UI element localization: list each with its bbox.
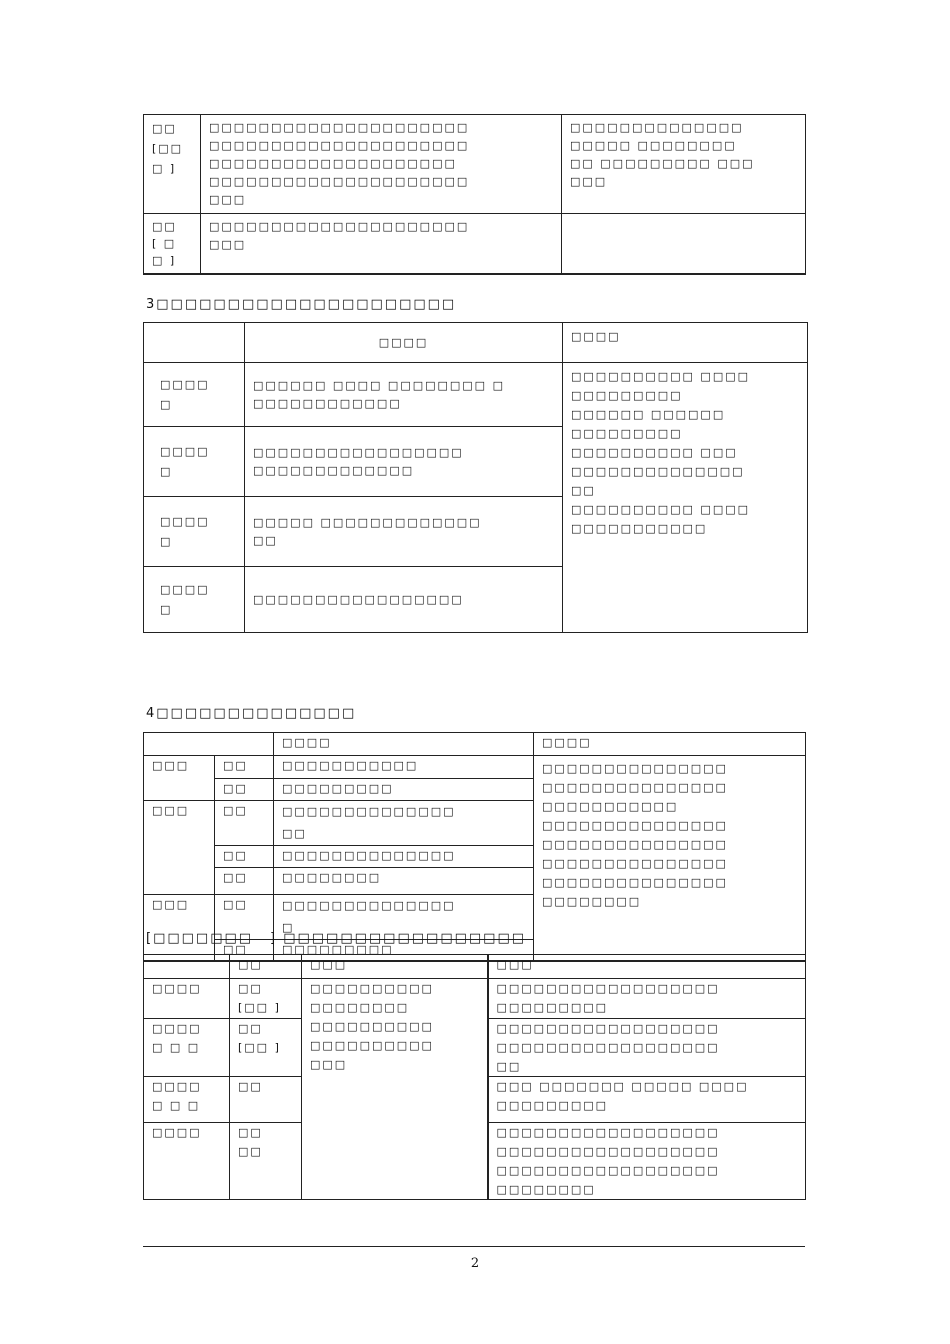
row-a: □□□□ xyxy=(144,979,230,1019)
row-label: □□ [□□ □ ] xyxy=(144,115,201,214)
right-merged: □□□□□□□□□□ □□□□ □□□□□□□□□ □□□□□□ □□□□□□ □□□□□□□□□ □□□□□□□□□□ □□□ □□□□□□□□□□□□□□ □□ □□□□□□□□□□ □□□□ □□□□□□□□□□□ xyxy=(563,363,808,633)
table-row xyxy=(144,214,806,275)
row-label: □□□□ □ xyxy=(144,427,245,497)
row-content: □□□□□ □□□□□□□□□□□□□ □□ xyxy=(245,497,563,567)
row-label: □□□□ □ xyxy=(144,567,245,633)
header-empty xyxy=(144,323,245,363)
row-sub: □□ xyxy=(215,895,274,940)
section5-title-right: ] □□□□□□□□□□□□□□□□□ xyxy=(270,931,527,946)
row-content: □□□□□□□□□ xyxy=(274,940,534,962)
row-content: □□□□□□□□□□□□□□ □ xyxy=(274,895,534,940)
section5-table xyxy=(143,954,806,1200)
header-row xyxy=(144,323,808,363)
row-label: □□□□ □ xyxy=(144,497,245,567)
row-sub: □□ xyxy=(215,801,274,846)
section3-table xyxy=(143,322,808,633)
row-content: □□□□□□□□□□□□□□□□□ □□□□□□□□□□□□□ xyxy=(245,427,563,497)
merged-c: □□□□□□□□□□ □□□□□□□□ □□□□□□□□□□ □□□□□□□□□□ □□□ xyxy=(302,979,488,1200)
footer-divider xyxy=(143,1246,805,1247)
table-row xyxy=(144,115,806,214)
group-label: □□□ xyxy=(144,756,215,801)
header-empty xyxy=(144,955,230,979)
row-content: □□□□□□□□□□□□□□ xyxy=(274,846,534,868)
header-row xyxy=(144,955,806,979)
section4-title: 4□□□□□□□□□□□□□□ xyxy=(146,706,357,721)
row-b: □□ [□□ ] xyxy=(230,1019,302,1077)
header-mid: □□□□ xyxy=(245,323,563,363)
row-b: □□ xyxy=(230,1077,302,1123)
table-row xyxy=(144,756,806,779)
row-label: □□□□ □ xyxy=(144,363,245,427)
row-d: □□□□□□□□□□□□□□□□□□ □□□□□□□□□□□□□□□□□□ □□□□□□□□□□□□□□□□□□ □□□□□□□□ xyxy=(488,1123,806,1200)
row-d: □□□□□□□□□□□□□□□□□□ □□□□□□□□□□□□□□□□□□ □□ xyxy=(488,1019,806,1077)
section3-title: 3□□□□□□□□□□□□□□□□□□□□□ xyxy=(146,297,457,312)
row-sub: □□ xyxy=(215,846,274,868)
group-label: □□□ xyxy=(144,895,215,962)
header-right: □□□□ xyxy=(563,323,808,363)
row-sub: □□ xyxy=(215,940,274,962)
row-content: □□□□□□□□□□□□□□ □□ xyxy=(274,801,534,846)
header-right: □□□□ xyxy=(534,733,806,756)
group-label: □□□ xyxy=(144,801,215,895)
row-a: □□□□ □ □ □ xyxy=(144,1019,230,1077)
header-c: □□□ xyxy=(302,955,488,979)
row-b: □□ □□ xyxy=(230,1123,302,1200)
table-row xyxy=(144,363,808,427)
row-content: □□□□□□□□□□□□□□□□□□□□□ □□□ xyxy=(201,214,562,275)
row-content: □□□□□□□□□□□ xyxy=(274,756,534,779)
header-row xyxy=(144,733,806,756)
section5-title-left: [□□□□□□□ xyxy=(146,931,254,946)
row-content: □□□□□□□□□□□□□□□□□□□□□ □□□□□□□□□□□□□□□□□□□□□ □□□□□□□□□□□□□□□□□□□□ □□□□□□□□□□□□□□□□□□□□□ □□□ xyxy=(201,115,562,214)
row-b: □□ [□□ ] xyxy=(230,979,302,1019)
row-sub: □□ xyxy=(215,868,274,895)
row-note: □□□□□□□□□□□□□□ □□□□□ □□□□□□□□ □□ □□□□□□□□□ □□□ □□□ xyxy=(562,115,806,214)
row-content: □□□□□□□□□ xyxy=(274,779,534,801)
row-d: □□□ □□□□□□□ □□□□□ □□□□ □□□□□□□□□ xyxy=(488,1077,806,1123)
row-note xyxy=(562,214,806,275)
table-row xyxy=(144,979,806,1019)
header-d: □□□ xyxy=(488,955,806,979)
row-a: □□□□ xyxy=(144,1123,230,1200)
header-empty xyxy=(144,733,274,756)
row-sub: □□ xyxy=(215,756,274,779)
header-b: □□ xyxy=(230,955,302,979)
row-d: □□□□□□□□□□□□□□□□□□ □□□□□□□□□ xyxy=(488,979,806,1019)
row-content: □□□□□□ □□□□ □□□□□□□□ □ □□□□□□□□□□□□ xyxy=(245,363,563,427)
right-merged: □□□□□□□□□□□□□□□ □□□□□□□□□□□□□□□ □□□□□□□□□□□ □□□□□□□□□□□□□□□ □□□□□□□□□□□□□□□ □□□□□□□□□□□□□□□ □□□□□□□□□□□□□□□ □□□□□□□□ xyxy=(534,756,806,962)
row-content: □□□□□□□□□□□□□□□□□ xyxy=(245,567,563,633)
row-content: □□□□□□□□ xyxy=(274,868,534,895)
row-sub: □□ xyxy=(215,779,274,801)
row-label: □□ [ □ □ ] xyxy=(144,214,201,275)
row-a: □□□□ □ □ □ xyxy=(144,1077,230,1123)
header-mid: □□□□ xyxy=(274,733,534,756)
top-table xyxy=(143,114,806,275)
section4-table xyxy=(143,732,806,962)
page-number: 2 xyxy=(470,1256,480,1271)
